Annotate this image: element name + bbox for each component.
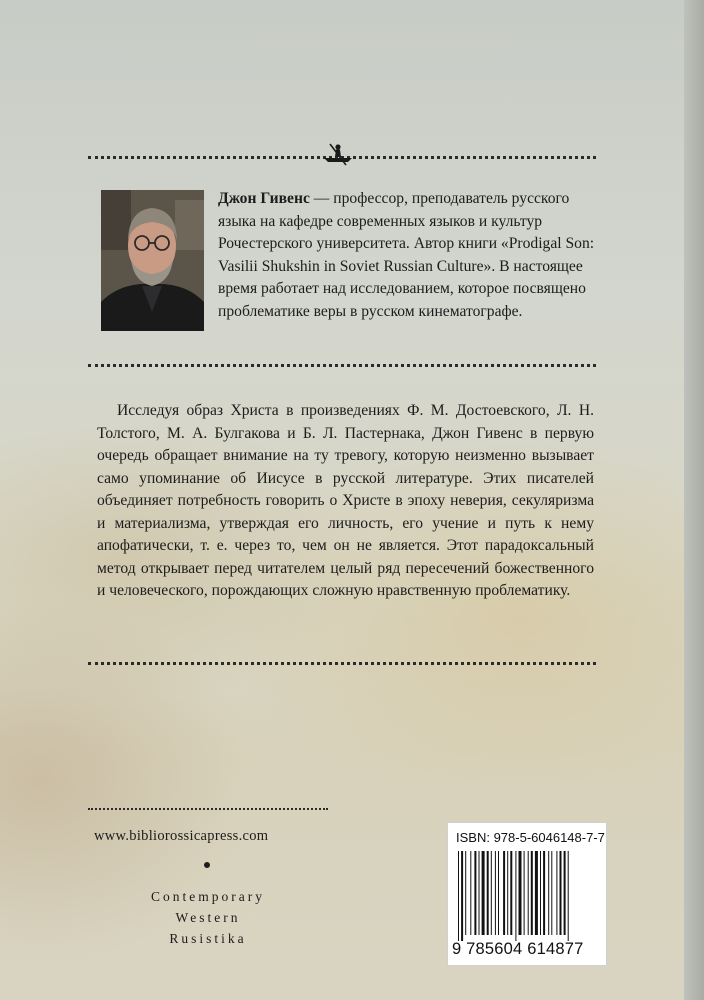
barcode-bar [495, 851, 496, 935]
barcode-bar [498, 851, 499, 935]
dotted-rule-footer [88, 808, 328, 810]
bullet-dot [204, 862, 210, 868]
barcode-bar [465, 851, 466, 935]
barcode-bar [531, 851, 533, 935]
barcode-bar [548, 851, 549, 935]
barcode-bar [543, 851, 545, 935]
author-name: Джон Гивенс [218, 190, 310, 207]
barcode-bar [491, 851, 492, 935]
barcode-bar [528, 851, 529, 935]
author-bio [218, 188, 598, 323]
barcode-bar [564, 851, 566, 935]
barcode-bar [479, 851, 480, 935]
barcode-bar [560, 851, 562, 935]
barcode-bar [556, 851, 557, 935]
boat-rower-icon [321, 140, 355, 166]
dotted-rule-bottom [88, 662, 596, 665]
barcode-bar [487, 851, 489, 935]
series-line-2: Western [175, 910, 241, 925]
series-title [120, 886, 296, 949]
barcode-bar [474, 851, 476, 935]
author-photo [101, 190, 204, 331]
book-spine-edge [684, 0, 704, 1000]
isbn-label: ISBN: 978-5-6046148-7-7 [456, 830, 605, 845]
barcode-bar [458, 851, 459, 941]
barcode-bar [535, 851, 538, 935]
dotted-rule-middle [88, 364, 596, 367]
author-bio-text: — профессор, преподаватель русского языка на кафедре современных языков и культур Рочестерского университета. Автор книги «Prodigal Son: Vasilii Shukshin in Soviet Russian Culture». В настоящее время работает над исследованием, которое посвящено проблематике веры в русском кинематографе. [218, 190, 595, 320]
barcode-bar [515, 851, 516, 941]
barcode-bar [524, 851, 525, 935]
series-line-1: Contemporary [151, 889, 265, 904]
book-annotation: Исследуя образ Христа в произведениях Ф. М. Достоевского, Л. Н. Толстого, М. А. Булгакова и Б. Л. Пастернака, Джон Гивенс в первую очередь обращает внимание на ту тревогу, которую неизменно вызывает само упоминание об Иисусе в русской литературе. Этих писателей объединяет потребность говорить о Христе в эпоху неверия, секуляризма и материализма, утверждая его личность, его учение и путь к нему апофатически, т. е. через то, чем он не является. Этот парадоксальный метод открывает перед читателем целый ряд пересечений божественного и человеческого, порождающих сложную нравственную проблематику. [97, 402, 594, 599]
barcode-bar [470, 851, 471, 935]
publisher-website[interactable]: www.bibliorossicapress.com [94, 828, 269, 844]
series-line-3: Rusistika [169, 931, 247, 946]
barcode-bar [461, 851, 463, 941]
barcode-digits: 9 785604 614877 [452, 940, 584, 958]
barcode-block [447, 822, 607, 966]
barcode-bars [456, 851, 598, 941]
barcode-bar [507, 851, 508, 935]
barcode-bar [519, 851, 522, 935]
barcode-bar [551, 851, 552, 935]
barcode-bar [540, 851, 541, 935]
barcode-bar [568, 851, 569, 941]
barcode-bar [510, 851, 512, 935]
barcode-bar [482, 851, 485, 935]
barcode-bar [503, 851, 505, 935]
